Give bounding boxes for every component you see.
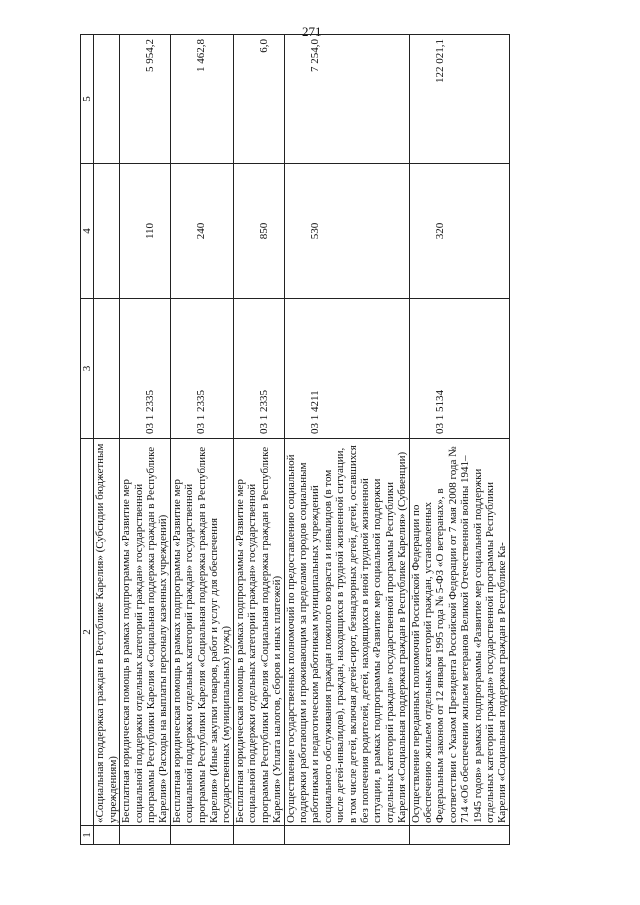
row-num-cell [233, 826, 284, 845]
row-group-cell: 530 [284, 164, 409, 299]
header-col-5: 5 [81, 35, 94, 164]
row-name-cell: Осуществление переданных полномочий Российской Федерации по обеспечению жильем отдельных категорий граждан, установленных Федеральным законом от 12 января 1995 года № 5-ФЗ «О ветеранах», в соответствии с Указом Президента Российской Федерации от 7 мая 2008 года № 714 «Об обеспечении жильем ветеранов Великой Отечественной войны 1941–1945 годов» в рамках подпрограммы «Развитие мер социальной поддержки отдельных категорий граждан» государственной программы Республики Карелия «Социальная поддержка граждан в Республике Ка- [409, 439, 509, 826]
row-code-cell: 03 1 2335 [170, 299, 233, 439]
budget-table [80, 34, 510, 845]
row-code-cell: 03 1 2335 [233, 299, 284, 439]
row-num-cell [409, 826, 509, 845]
table-header-row [81, 35, 94, 845]
row-code-cell [94, 299, 120, 439]
table-row [120, 35, 171, 845]
page-number: 271 [302, 24, 322, 39]
header-col-4: 4 [81, 164, 94, 299]
table-row [94, 35, 120, 845]
header-col-1: 1 [81, 826, 94, 845]
row-group-cell: 240 [170, 164, 233, 299]
header-col-2: 2 [81, 439, 94, 826]
row-code-cell: 03 1 2335 [120, 299, 171, 439]
row-name-cell: Бесплатная юридическая помощь в рамках подпрограммы «Развитие мер социальной поддержки отдельных категорий граждан» государственной программы Республики Карелия «Социальная поддержка граждан в Республике Карелия» (Расходы на выплаты персоналу казенных учреждений) [120, 439, 171, 826]
row-group-cell: 320 [409, 164, 509, 299]
row-num-cell [94, 826, 120, 845]
row-code-cell: 03 1 5134 [409, 299, 509, 439]
row-group-cell: 110 [120, 164, 171, 299]
row-sum-cell: 1 462,8 [170, 35, 233, 164]
row-group-cell [94, 164, 120, 299]
header-col-3: 3 [81, 299, 94, 439]
table-row [170, 35, 233, 845]
row-name-cell: «Социальная поддержка граждан в Республике Карелия» (Субсидии бюджетным учреждениям) [94, 439, 120, 826]
table-row [284, 35, 409, 845]
row-code-cell: 03 1 4211 [284, 299, 409, 439]
row-name-cell: Бесплатная юридическая помощь в рамках подпрограммы «Развитие мер социальной поддержки отдельных категорий граждан» государственной программы Республики Карелия «Социальная поддержка граждан в Республике Карелия» (Иные закупки товаров, работ и услуг для обеспечения государственных (муниципальных) нужд) [170, 439, 233, 826]
row-sum-cell: 6,0 [233, 35, 284, 164]
table-row [409, 35, 509, 845]
row-name-cell: Бесплатная юридическая помощь в рамках подпрограммы «Развитие мер социальной поддержки отдельных категорий граждан» государственной программы Республики Карелия «Социальная поддержка граждан в Республике Карелия» (Уплата налогов, сборов и иных платежей) [233, 439, 284, 826]
row-sum-cell: 7 254,0 [284, 35, 409, 164]
row-sum-cell [94, 35, 120, 164]
row-group-cell: 850 [233, 164, 284, 299]
row-sum-cell: 5 954,2 [120, 35, 171, 164]
row-num-cell [284, 826, 409, 845]
row-sum-cell: 122 021,1 [409, 35, 509, 164]
row-name-cell: Осуществление государственных полномочий по предоставлению социальной поддержки работающим и проживающим за пределами городов социальным работникам и педагогическим работникам муниципальных учреждений социального обслуживания граждан пожилого возраста и инвалидов (в том числе детей-инвалидов), граждан, находящихся в трудной жизненной ситуации, в том числе детей, включая детей-сирот, безнадзорных детей, детей, оставшихся без попечения родителей, детей, находящихся в иной трудной жизненной ситуации, в рамках подпрограммы «Развитие мер социальной поддержки отдельных категорий граждан» государственной программы Республики Карелия «Социальная поддержка граждан в Республике Карелия» (Субвенции) [284, 439, 409, 826]
table-row [233, 35, 284, 845]
row-num-cell [170, 826, 233, 845]
row-num-cell [120, 826, 171, 845]
budget-table-rotated [80, 39, 593, 845]
